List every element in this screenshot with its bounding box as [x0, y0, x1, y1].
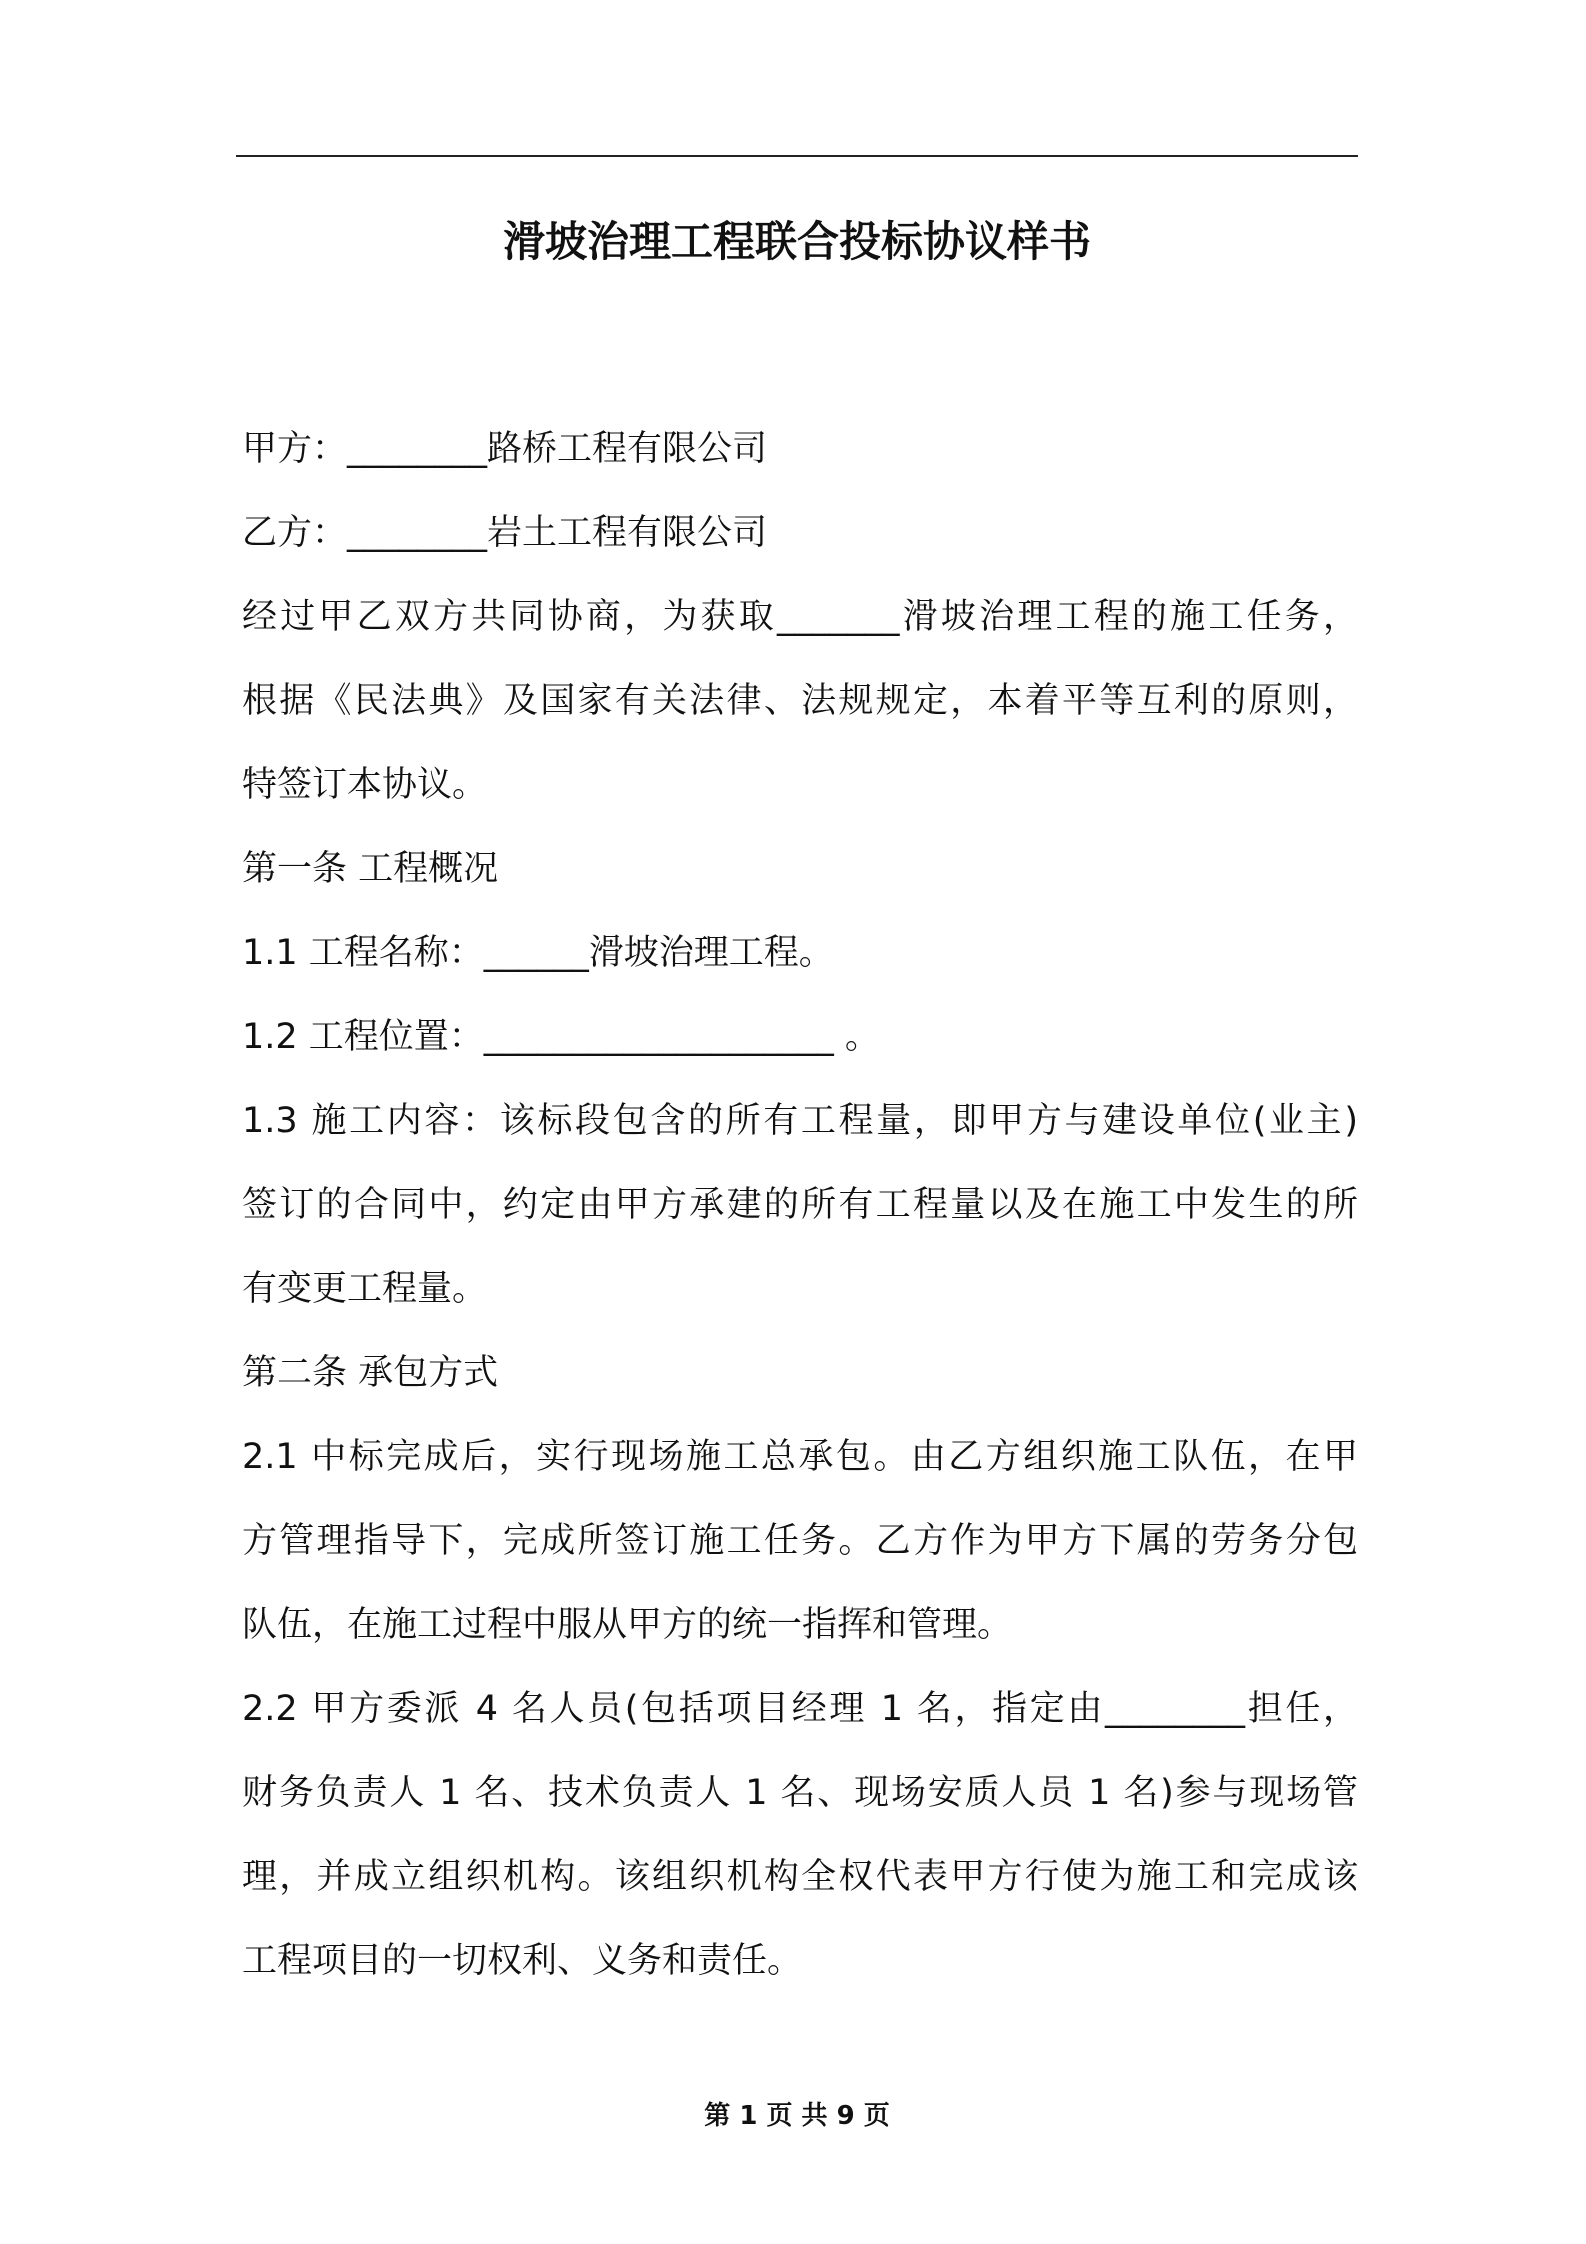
clause-1-3-line-1: 1.3 施工内容：该标段包含的所有工程量，即甲方与建设单位(业主) — [242, 1101, 1358, 1141]
clause-2-1-line-1: 2.1 中标完成后，实行现场施工总承包。由乙方组织施工队伍，在甲 — [242, 1437, 1358, 1477]
clause-1-3-line-2: 签订的合同中，约定由甲方承建的所有工程量以及在施工中发生的所 — [242, 1185, 1358, 1225]
header-rule — [236, 155, 1358, 157]
clause-2-2-line-3: 理，并成立组织机构。该组织机构全权代表甲方行使为施工和完成该 — [242, 1857, 1358, 1897]
clause-2-2-line-2: 财务负责人 1 名、技术负责人 1 名、现场安质人员 1 名)参与现场管 — [242, 1773, 1358, 1813]
clause-1-1: 1.1 工程名称：______滑坡治理工程。 — [242, 933, 834, 973]
clause-1-2: 1.2 工程位置：____________________ 。 — [242, 1017, 880, 1057]
clause-1-3-line-3: 有变更工程量。 — [242, 1269, 488, 1309]
preamble-line-3: 特签订本协议。 — [242, 765, 488, 805]
clause-2-2-line-4: 工程项目的一切权利、义务和责任。 — [242, 1941, 803, 1981]
clause-2-1-line-2: 方管理指导下，完成所签订施工任务。乙方作为甲方下属的劳务分包 — [242, 1521, 1358, 1561]
party-a-line: 甲方：________路桥工程有限公司 — [242, 429, 768, 469]
preamble-line-2: 根据《民法典》及国家有关法律、法规规定，本着平等互利的原则， — [242, 681, 1358, 721]
document-title: 滑坡治理工程联合投标协议样书 — [502, 217, 1091, 266]
article-1-heading: 第一条 工程概况 — [242, 849, 499, 889]
clause-2-1-line-3: 队伍，在施工过程中服从甲方的统一指挥和管理。 — [242, 1605, 1013, 1645]
clause-2-2-line-1: 2.2 甲方委派 4 名人员(包括项目经理 1 名，指定由________担任， — [242, 1689, 1358, 1729]
page-number-footer: 第 1 页 共 9 页 — [704, 2101, 890, 2131]
article-2-heading: 第二条 承包方式 — [242, 1353, 499, 1393]
preamble-line-1: 经过甲乙双方共同协商，为获取_______滑坡治理工程的施工任务， — [242, 597, 1358, 637]
party-b-line: 乙方：________岩土工程有限公司 — [242, 513, 768, 553]
document-body — [242, 407, 1358, 2003]
